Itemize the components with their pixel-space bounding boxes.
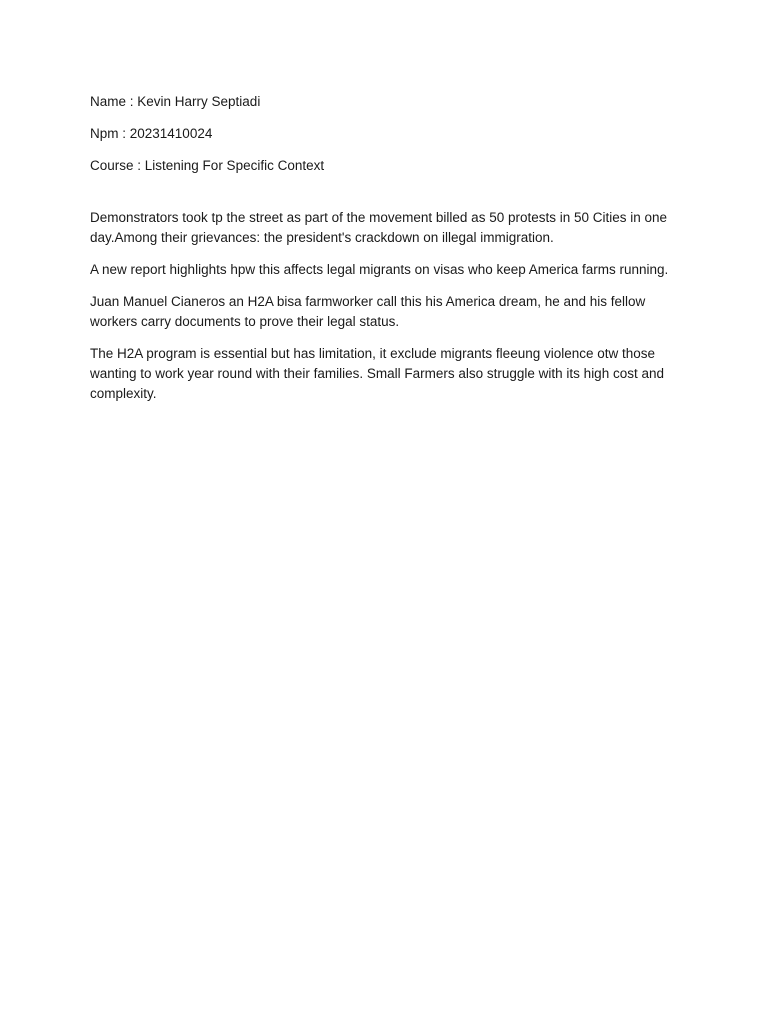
summary-body [90,208,680,404]
paragraph-3: Juan Manuel Cianeros an H2A bisa farmworker call this his America dream, he and his fellow workers carry documents to prove their legal status. [90,294,646,329]
paragraph-1: Demonstrators took tp the street as part of the movement billed as 50 protests in 50 Cities in one day.Among their grievances: the president's crackdown on illegal immigration. [90,210,668,245]
student-info [90,92,680,176]
document-content [90,92,680,416]
student-name: Name : Kevin Harry Septiadi [90,94,261,109]
paragraph-4: The H2A program is essential but has limitation, it exclude migrants fleeung violence otw those wanting to work year round with their families. Small Farmers also struggle with its high cost and complexity. [90,346,664,401]
student-npm: Npm : 20231410024 [90,126,213,141]
course-name: Course : Listening For Specific Context [90,158,325,173]
paragraph-2: A new report highlights hpw this affects legal migrants on visas who keep America farms running. [90,262,669,277]
